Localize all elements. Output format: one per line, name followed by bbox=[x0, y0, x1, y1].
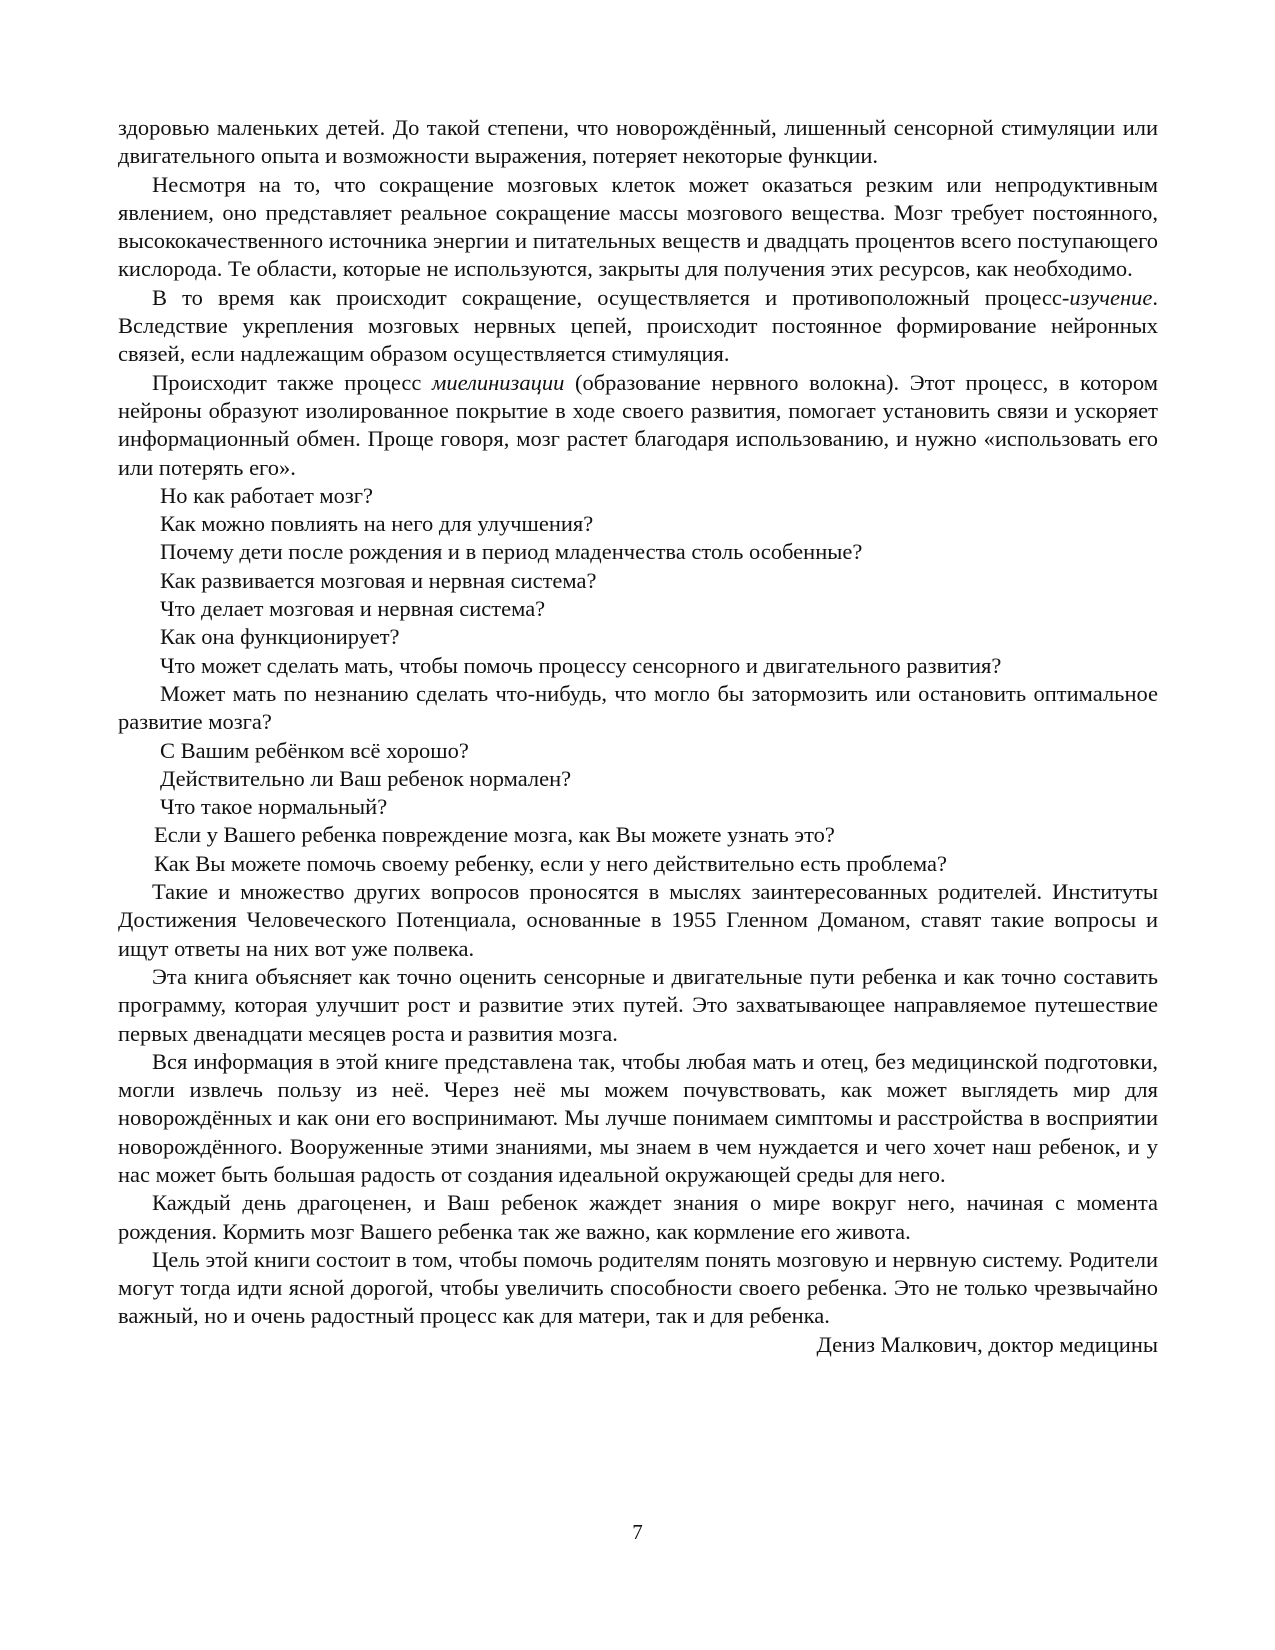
body-text bbox=[118, 114, 1158, 1359]
term-learning: изучение bbox=[1069, 284, 1153, 310]
term-myelination: миелинизации bbox=[432, 369, 565, 395]
paragraph-information: Вся информация в этой книге представлена так, чтобы любая мать и отец, без медицинской подготовки, могли извлечь пользу из неё. Через неё мы можем почувствовать, как может выглядеть мир для новорождённых и как они его воспринимают. Мы лучше понимаем симптомы и расстройства в восприятии новорождённого. Вооруженные этими знаниями, мы знаем в чем нуждается и чего хочет наш ребенок, и у нас может быть большая радость от создания идеальной окружающей среды для него. bbox=[118, 1048, 1158, 1187]
question-line: Действительно ли Ваш ребенок нормален? bbox=[160, 765, 572, 791]
paragraph-institutes: Такие и множество других вопросов проносятся в мыслях заинтересованных родителей. Институты Достижения Человеческого Потенциала, основанные в 1955 Гленном Доманом, ставят такие вопросы и ищут ответы на них вот уже полвека. bbox=[118, 879, 1158, 961]
paragraph-continued: здоровью маленьких детей. До такой степени, что новорождённый, лишенный сенсорной стимуляции или двигательного опыта и возможности выражения, потеряет некоторые функции. bbox=[118, 115, 1158, 169]
author-signature: Дениз Малкович, доктор медицины bbox=[816, 1331, 1158, 1357]
question-line: Если у Вашего ребенка повреждение мозга, как Вы можете узнать это? bbox=[154, 822, 835, 848]
question-line: С Вашим ребёнком всё хорошо? bbox=[160, 737, 469, 763]
question-line: Как развивается мозговая и нервная система? bbox=[160, 567, 597, 593]
paragraph-learning-start: В то время как происходит сокращение, осуществляется и противоположный процесс- bbox=[152, 284, 1070, 310]
paragraph-learning-end: . Вследствие укрепления мозговых нервных цепей, происходит постоянное формирование нейронных связей, если надлежащим образом осуществляется стимуляция. bbox=[118, 284, 1158, 367]
paragraph-every-day: Каждый день драгоценен, и Ваш ребенок жаждет знания о мире вокруг него, начиная с момента рождения. Кормить мозг Вашего ребенка так же важно, как кормление его живота. bbox=[118, 1190, 1158, 1244]
page-number: 7 bbox=[632, 1520, 643, 1544]
paragraph-myelination bbox=[118, 369, 1158, 482]
paragraph-myelination-end: (образование нервного волокна). Этот процесс, в котором нейроны образуют изолированное покрытие в ходе своего развития, помогает установить связи и ускоряет информационный обмен. Проще говоря, мозг растет благодаря использованию, и нужно «использовать его или потерять его». bbox=[118, 369, 1158, 480]
paragraph-goal: Цель этой книги состоит в том, чтобы помочь родителям понять мозговую и нервную систему. Родители могут тогда идти ясной дорогой, чтобы увеличить способности своего ребенка. Это не только чрезвычайно важный, но и очень радостный процесс как для матери, так и для ребенка. bbox=[118, 1246, 1158, 1329]
question-line: Как Вы можете помочь своему ребенку, если у него действительно есть проблема? bbox=[154, 850, 947, 876]
question-line: Что такое нормальный? bbox=[160, 794, 388, 820]
question-line: Что делает мозговая и нервная система? bbox=[160, 596, 546, 622]
question-line: Что может сделать мать, чтобы помочь процессу сенсорного и двигательного развития? bbox=[160, 652, 1002, 678]
question-line: Но как работает мозг? bbox=[160, 482, 374, 508]
question-line: Может мать по незнанию сделать что-нибудь, что могло бы затормозить или остановить оптимальное развитие мозга? bbox=[118, 680, 1158, 735]
paragraph-myelination-start: Происходит также процесс bbox=[152, 369, 433, 395]
question-line: Как можно повлиять на него для улучшения? bbox=[160, 511, 594, 537]
question-line: Почему дети после рождения и в период младенчества столь особенные? bbox=[160, 539, 863, 565]
paragraph-brain-cells: Несмотря на то, что сокращение мозговых клеток может оказаться резким или непродуктивным явлением, оно представляет реальное сокращение массы мозгового вещества. Мозг требует постоянного, высококачественного источника энергии и питательных веществ и двадцать процентов всего поступающего кислорода. Те области, которые не используются, закрыты для получения этих ресурсов, как необходимо. bbox=[118, 171, 1158, 282]
question-line: Как она функционирует? bbox=[160, 624, 400, 650]
paragraph-book-purpose: Эта книга объясняет как точно оценить сенсорные и двигательные пути ребенка и как точно составить программу, которая улучшит рост и развитие этих путей. Это захватывающее направляемое путешествие первых двенадцати месяцев роста и развития мозга. bbox=[118, 963, 1158, 1046]
paragraph-learning bbox=[118, 284, 1158, 369]
